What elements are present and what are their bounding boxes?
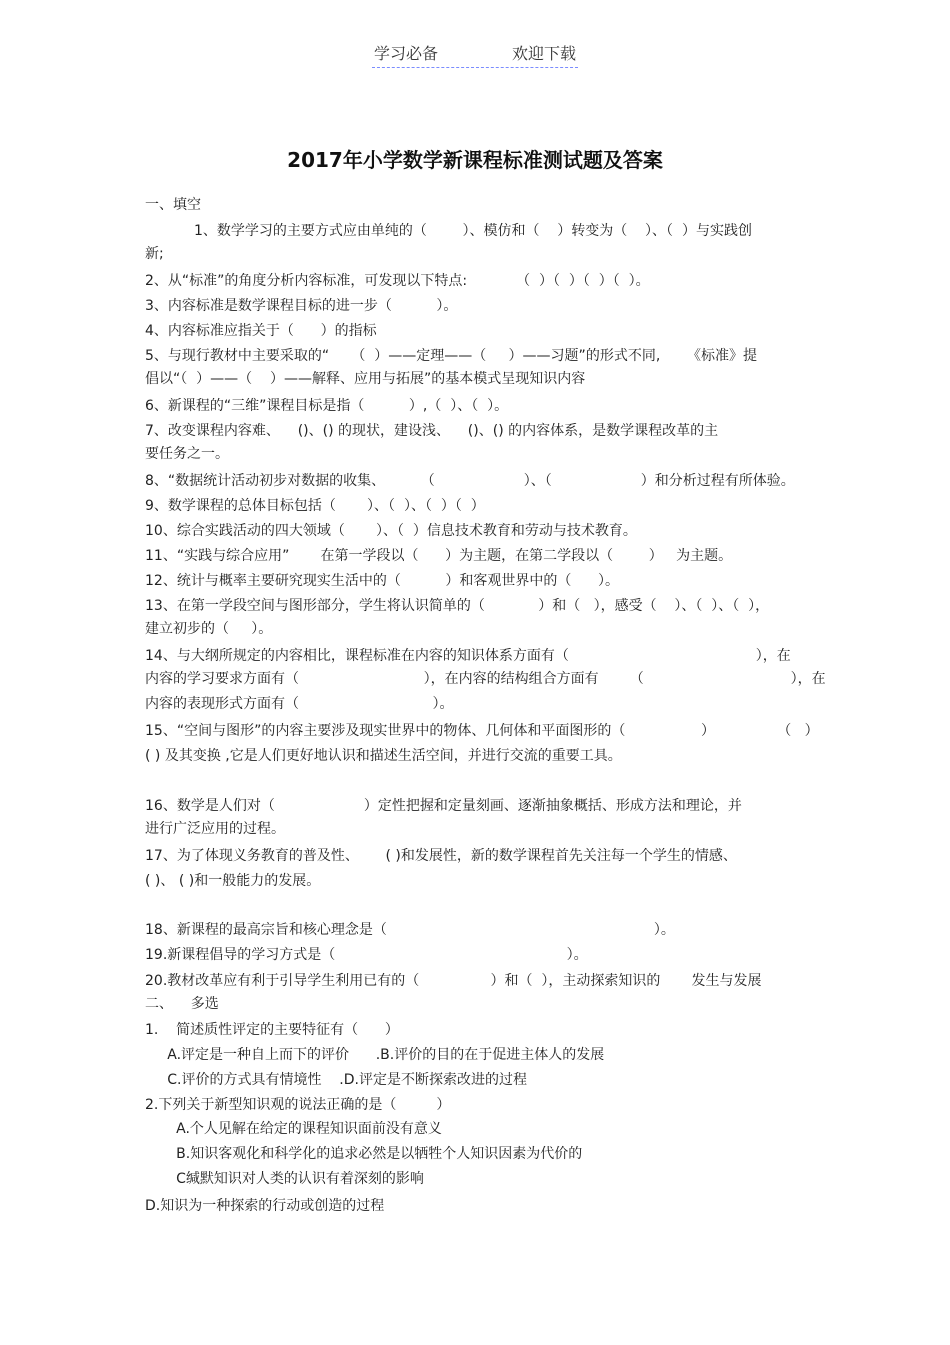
question-line: 倡以“（ ）——（ ）——解释、应用与拓展”的基本模式呈现知识内容 (145, 371, 586, 387)
option-line: A.评定是一种自上而下的评价 .B.评价的目的在于促进主体人的发展 (145, 1047, 605, 1063)
question-line: 9、数学课程的总体目标包括（ ）、（ ）、（ ）（ ） (145, 498, 485, 514)
question-line: 2.下列关于新型知识观的说法正确的是（ ） (145, 1097, 451, 1113)
question-line: 新; (145, 246, 164, 262)
question-line: 10、综合实践活动的四大领域（ ）、（ ）信息技术教育和劳动与技术教育。 (145, 523, 637, 539)
question-line: 14、与大纲所规定的内容相比，课程标准在内容的知识体系方面有（ ），在 (145, 648, 791, 664)
question-line: 13、在第一学段空间与图形部分，学生将认识简单的（ ）和（ ），感受（ ）、（ ）、（ ）， (145, 598, 770, 614)
question-line: 15、“空间与图形”的内容主要涉及现实世界中的物体、几何体和平面图形的（ ） （ ） (145, 723, 819, 739)
question-line: ( )、 ( )和一般能力的发展。 (145, 873, 321, 889)
option-line: A.个人见解在给定的课程知识面前没有意义 (145, 1121, 442, 1137)
question-line: ( ) 及其变换 ,它是人们更好地认识和描述生活空间，并进行交流的重要工具。 (145, 748, 622, 764)
question-line: 3、内容标准是数学课程目标的进一步（ ）。 (145, 298, 458, 314)
option-line: C.评价的方式具有情境性 .D.评定是不断探索改进的过程 (145, 1072, 527, 1088)
question-line: 20.教材改革应有利于引导学生利用已有的（ ）和（ ），主动探索知识的 发生与发展 (145, 973, 762, 989)
question-line: 1、数学学习的主要方式应由单纯的（ ）、模仿和（ ）转变为（ ）、（ ）与实践创 (145, 223, 752, 239)
question-line: 内容的表现形式方面有（ ）。 (145, 696, 454, 712)
question-line: 11、“实践与综合应用” 在第一学段以（ ）为主题，在第二学段以（ ） 为主题。 (145, 548, 733, 564)
question-line: 8、“数据统计活动初步对数据的收集、 （ ）、（ ）和分析过程有所体验。 (145, 473, 795, 489)
question-line: 19.新课程倡导的学习方式是（ ）。 (145, 947, 588, 963)
section-heading: 二、 多选 (145, 996, 219, 1012)
document-title: 2017年小学数学新课程标准测试题及答案 (287, 148, 663, 172)
question-line: 建立初步的（ ）。 (145, 621, 273, 637)
page-header (0, 41, 950, 68)
option-line: C缄默知识对人类的认识有着深刻的影响 (145, 1171, 424, 1187)
question-line: 进行广泛应用的过程。 (145, 821, 285, 837)
option-line: D.知识为一种探索的行动或创造的过程 (145, 1198, 385, 1214)
question-line: 7、改变课程内容难、 ()、() 的现状，建设浅、 ()、() 的内容体系，是数学课程改革的主 (145, 423, 719, 439)
option-line: B.知识客观化和科学化的追求必然是以牺牲个人知识因素为代价的 (145, 1146, 583, 1162)
question-line: 6、新课程的“三维”课程目标是指（ ）,（ ）、（ ）。 (145, 398, 509, 414)
question-line: 要任务之一。 (145, 446, 229, 462)
question-line: 12、统计与概率主要研究现实生活中的（ ）和客观世界中的（ ）。 (145, 573, 620, 589)
question-line: 1. 简述质性评定的主要特征有（ ） (145, 1022, 399, 1038)
question-line: 17、为了体现义务教育的普及性、 ( )和发展性，新的数学课程首先关注每一个学生的情感、 (145, 848, 737, 864)
question-line: 4、内容标准应指关于（ ）的指标 (145, 323, 377, 339)
question-line: 5、与现行教材中主要采取的“ （ ）——定理——（ ）——习题”的形式不同, 《标准》提 (145, 348, 757, 364)
question-line: 18、新课程的最高宗旨和核心理念是（ ）。 (145, 922, 675, 938)
header-left-text: 学习必备 (373, 44, 438, 63)
header-underline (372, 41, 578, 68)
question-line: 16、数学是人们对（ ）定性把握和定量刻画、逐渐抽象概括、形成方法和理论，并 (145, 798, 742, 814)
question-line: 内容的学习要求方面有（ ），在内容的结构组合方面有 （ ），在 (145, 671, 826, 687)
section-heading: 一、填空 (145, 197, 201, 213)
header-right-text: 欢迎下载 (512, 44, 577, 63)
question-line: 2、从“标准”的角度分析内容标准，可发现以下特点: （ ）（ ）（ ）（ ）。 (145, 273, 650, 289)
